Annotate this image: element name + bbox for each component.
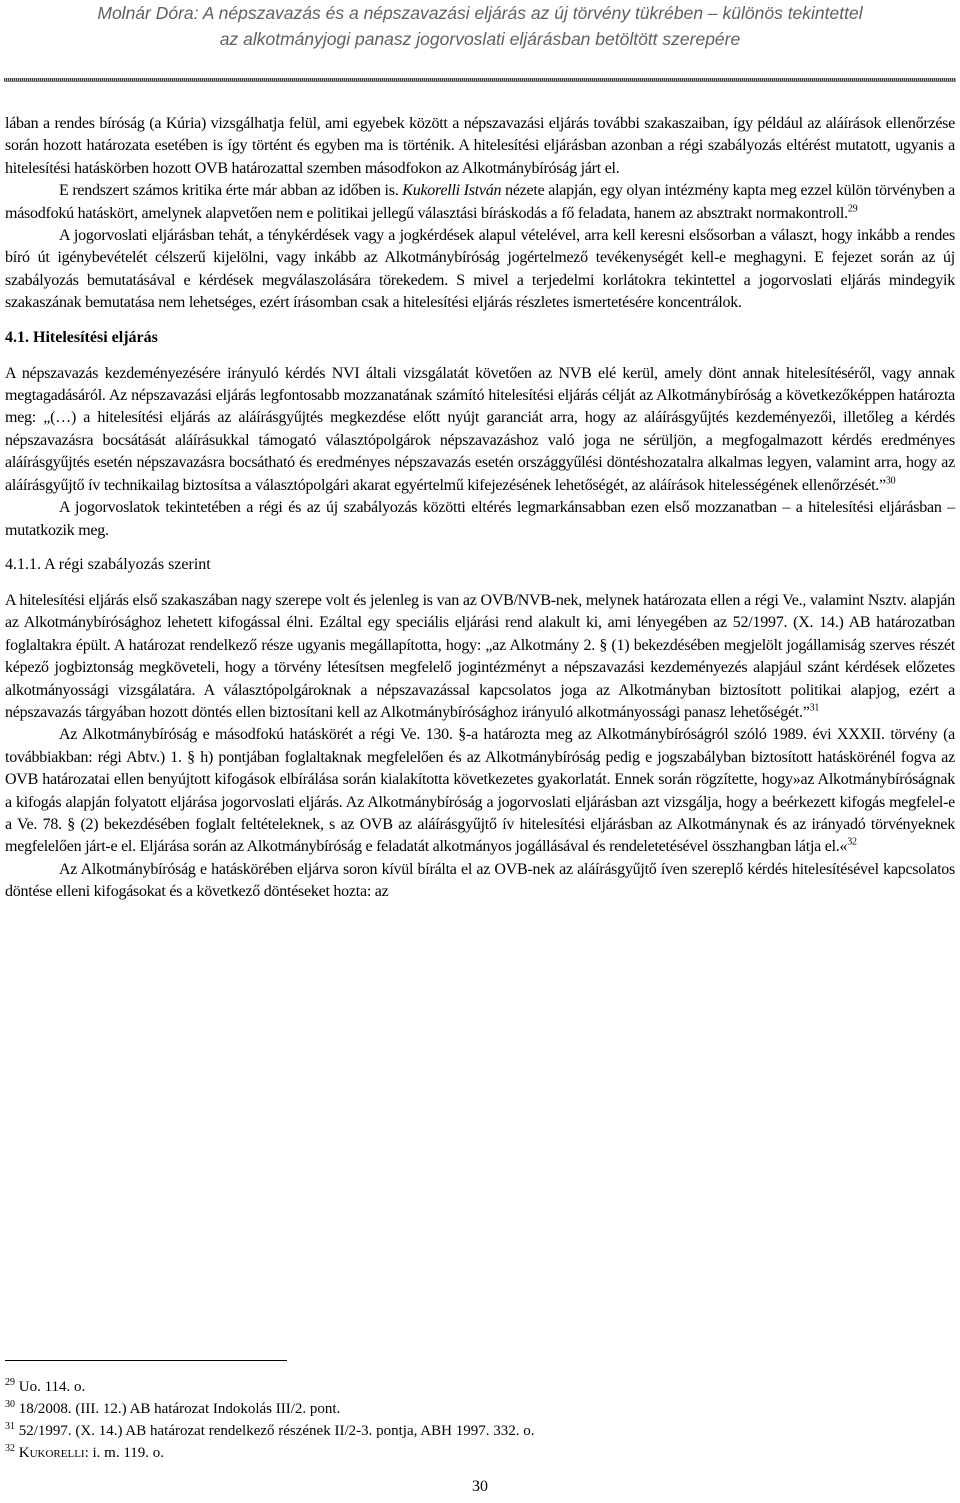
footnote-ref-31[interactable]: 31: [809, 702, 820, 714]
paragraph-2-start: E rendszert számos kritika érte már abban az időben is.: [59, 182, 403, 200]
footnote-ref-30[interactable]: 30: [885, 475, 896, 487]
footnote-31: [5, 1420, 534, 1442]
paragraph-2-rest: nézete alapján, egy olyan intézmény kapta meg ezzel külön törvényben a másodfokú hatáskört, amelynek alapvetően nem e politikai jellegű választási bíráskodás a fő feladata, hanem az absztrakt normakontroll.: [5, 182, 956, 222]
footnote-ref-29[interactable]: 29: [847, 203, 858, 215]
header-line-2: az alkotmányjogi panasz jogorvoslati eljárásban betöltött szerepére: [219, 29, 741, 49]
footnote-30: [5, 1398, 534, 1420]
paragraph-2: [5, 180, 955, 225]
footnote-29: [5, 1376, 534, 1398]
footnote-text: Uo. 114. o.: [18, 1379, 86, 1395]
footnote-32: [5, 1442, 534, 1464]
footnote-number: 31: [5, 1421, 15, 1432]
footnote-author: Kukorelli: [18, 1445, 85, 1461]
page-number: 30: [472, 1478, 488, 1495]
running-header: [0, 0, 960, 52]
footnote-number: 30: [5, 1399, 15, 1410]
footnote-text: 52/1997. (X. 14.) AB határozat rendelkező részének II/2-3. pontja, ABH 1997. 332. o.: [18, 1423, 535, 1439]
footnote-ref-32[interactable]: 32: [847, 837, 857, 849]
main-text: [5, 113, 955, 904]
paragraph-7: [5, 724, 955, 858]
paragraph-4-text: A népszavazás kezdeményezésére irányuló kérdés NVI általi vizsgálatát követően az NVB elé kerül, amely dönt annak hitelesítéséről, vagy annak megtagadásáról. Az népszavazási eljárás legfontosabb mozzanatának számító hitelesítési eljárás célját az Alkotmánybíróság a következőképpen határozta meg: „(…) a hitelesítési eljárás az aláírásgyűjtés megkezdése előtt nyújt garanciát arra, hogy az aláírásgyűjtés kezdeményezői, illetőleg a kérdés népszavazásra bocsátását aláírásukkal támogató választópolgárok népszavazáshoz való joga ne sérüljön, a megfogalmazott kérdés eredményes aláírásgyűjtés esetén népszavazásra bocsátható és eredményes népszavazás esetén országgyűlési döntéshozatalra alkalmas legyen, valamint arra, hogy az aláírásgyűjtő ív technikailag biztosítsa a választópolgári akarat egyértelmű kifejezésének lehetőségét, az aláírások hitelességének ellenőrzését.”: [5, 364, 955, 494]
paragraph-6-text: A hitelesítési eljárás első szakaszában nagy szerepe volt és jelenleg is van az OVB/NVB-nek, melynek határozata ellen a régi Ve., valamint Nsztv. alapján az Alkotmánybírósághoz lehetett kifogással élni. Ezáltal egy speciális eljárási rend alakult ki, ami lényegében az 52/1997. (X. 14.) AB határozatban foglaltakra épült. A határozat rendelkező része ugyanis megállapította, hogy: „az Alkotmány 2. § (1) bekezdésében megjelölt jogállamiság szerves részét képező jogbiztonság megköveteli, hogy a törvény létesítsen megfelelő jogintézményt a népszavazási kezdeményezés alapjául szánt kérdések előzetes alkotmányossági vizsgálatára. A választópolgároknak a népszavazással kapcsolatos joga az Alkotmányban biztosított politikai alapjog, ezért a népszavazás tárgyában hozott döntés ellen biztosítani kell az Alkotmánybírósághoz irányuló alkotmányossági panasz lehetőségét.”: [5, 591, 955, 721]
footnotes: [5, 1376, 534, 1464]
paragraph-4: [5, 363, 955, 497]
paragraph-6: [5, 590, 955, 724]
footnote-separator: [5, 1360, 287, 1361]
section-heading-4-1: 4.1. Hitelesítési eljárás: [5, 328, 158, 346]
section-heading-4-1-1: 4.1.1. A régi szabályozás szerint: [5, 555, 211, 573]
paragraph-1: lában a rendes bíróság (a Kúria) vizsgálhatja felül, ami egyebek között a népszavazási eljárás további szakaszaiban, így például az aláírások ellenőrzése során hozott határozata esetében is így történt és egyben ma is történik. A hitelesítési eljárásban azonban a régi szabályozás eltérést mutatott, ugyanis a hitelesítési hatáskörben hozott OVB határozattal szemben másodfokon az Alkotmánybíróság járt el.: [5, 115, 955, 177]
paragraph-8: Az Alkotmánybíróság e hatáskörében eljárva soron kívül bírálta el az OVB-nek az aláírásgyűjtő íven szereplő kérdés hitelesítésével kapcsolatos döntése elleni kifogásokat és a következő döntéseket hozta: az: [5, 860, 955, 901]
footnote-number: 32: [5, 1443, 15, 1454]
paragraph-7-text: Az Alkotmánybíróság e másodfokú hatáskörét a régi Ve. 130. §-a határozta meg az Alkotmánybíróságról szóló 1989. évi XXXII. törvény (a továbbiakban: régi Abtv.) 1. § h) pontjában foglaltaknak megfelelően és az Alkotmánybíróság pedig e jogszabályban biztosított hatáskörénél fogva az OVB határozatai ellen benyújtott kifogások elbírálása során kialakította következetes gyakorlatát. Ennek során rögzítette, hogy»az Alkotmánybíróságnak a kifogás alapján folyatott eljárása jogorvoslati eljárás. Az Alkotmánybíróság a jogorvoslati eljárásban azt vizsgálja, hogy a beérkezett kifogás megfelel-e a Ve. 78. § (2) bekezdésében foglalt feltételeknek, s az OVB az aláírásgyűjtő ív hitelesítési eljárásban az Alkotmánynak és az irányadó törvényeknek megfelelően járt-e el. Eljárása során az Alkotmánybíróság e feladatát alkotmányos jogállásával és rendeletetésével összhangban látja el.«: [5, 726, 955, 856]
header-divider: [4, 78, 956, 82]
paragraph-5: A jogorvoslatok tekintetében a régi és az új szabályozás közötti eltérés legmarkánsabban ezen első mozzanatban – a hitelesítési eljárásban – mutatkozik meg.: [5, 499, 955, 539]
footnote-text: : i. m. 119. o.: [84, 1445, 165, 1461]
header-line-1: Molnár Dóra: A népszavazás és a népszavazási eljárás az új törvény tükrében – különös tekintettel: [97, 3, 863, 23]
author-name: Kukorelli István: [402, 182, 502, 200]
paragraph-3: A jogorvoslati eljárásban tehát, a ténykérdések vagy a jogkérdések alapul vételével, arra kell keresni elsősorban a választ, hogy inkább a rendes bíró út igénybevételét célszerű kijelölni, vagy inkább az Alkotmánybíróság jogértelmező tevékenységét kell-e meghagyni. E fejezet során az új szabályozás bemutatásával e kérdések megválaszolására törekedem. S mivel a terjedelmi korlátokra tekintettel a jogorvoslati eljárás mindegyik szakaszának bemutatása nem lehetséges, ezért írásomban csak a hitelesítési eljárás részletes ismertetésére koncentrálok.: [5, 227, 955, 312]
footnote-text: 18/2008. (III. 12.) AB határozat Indokolás III/2. pont.: [18, 1401, 341, 1417]
footnote-number: 29: [5, 1377, 15, 1388]
